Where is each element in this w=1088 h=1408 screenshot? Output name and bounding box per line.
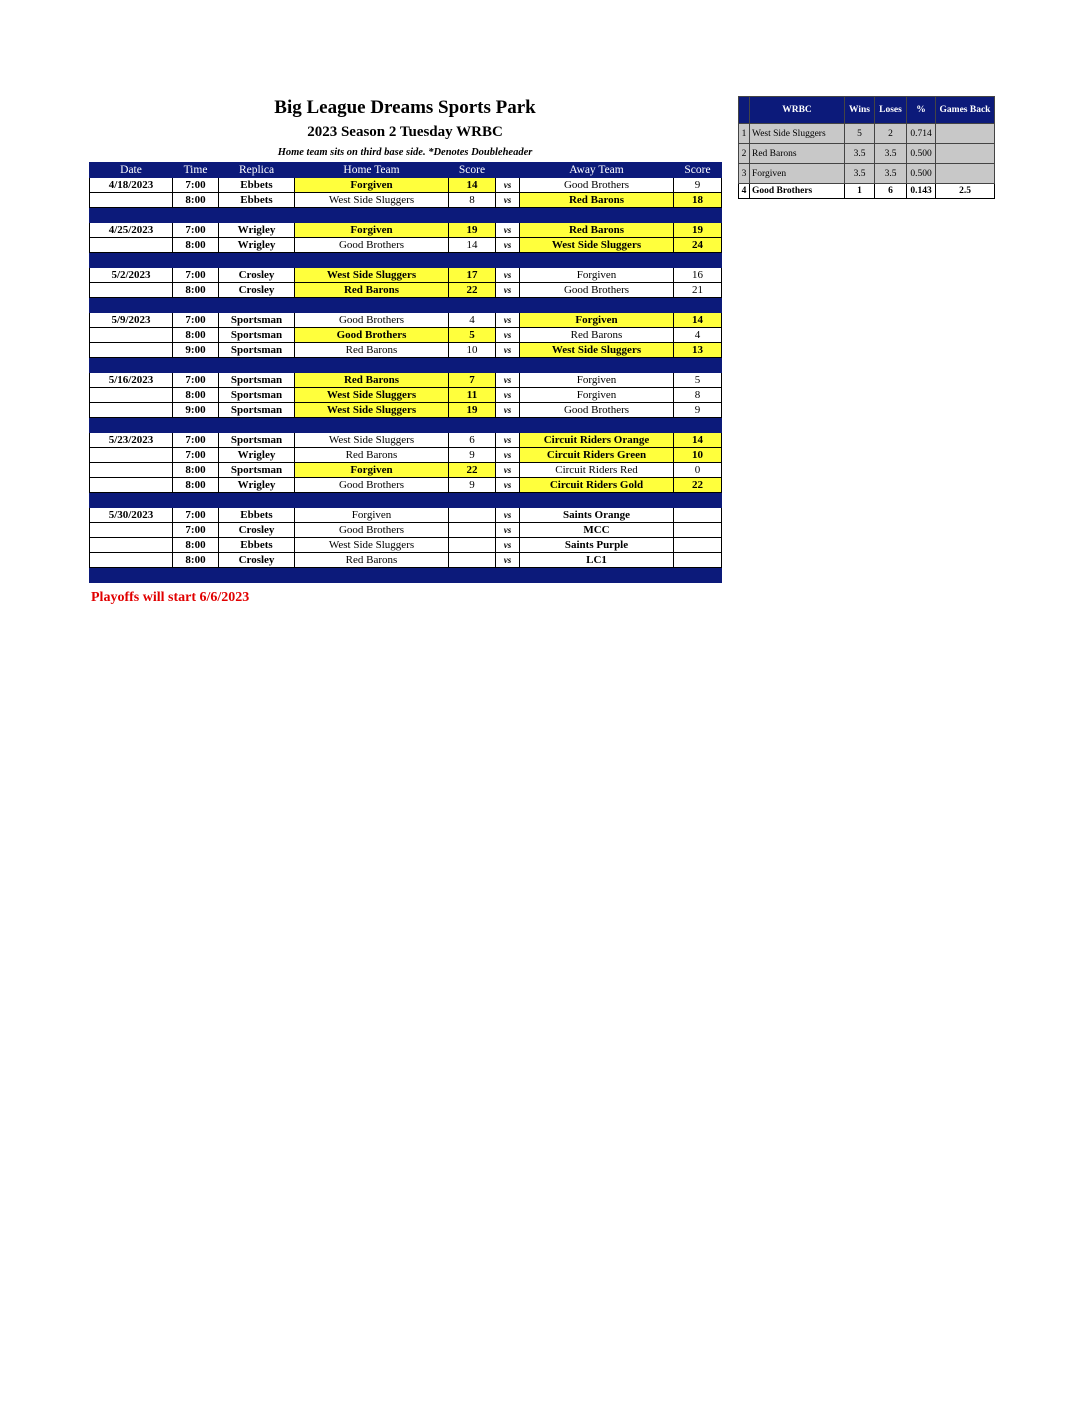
away-score: 5: [674, 373, 722, 388]
home-team: Good Brothers: [295, 238, 449, 253]
separator-cell: [674, 568, 722, 583]
schedule-game-row: [90, 508, 722, 523]
game-field: Ebbets: [219, 178, 295, 193]
separator-cell: [520, 493, 674, 508]
game-time: 7:00: [173, 223, 219, 238]
game-field: Ebbets: [219, 538, 295, 553]
separator-cell: [219, 208, 295, 223]
separator-cell: [90, 208, 173, 223]
schedule-game-row: [90, 223, 722, 238]
home-score: [449, 523, 496, 538]
home-score: 7: [449, 373, 496, 388]
home-team: Good Brothers: [295, 328, 449, 343]
away-score: 4: [674, 328, 722, 343]
vs-label: vs: [496, 283, 520, 298]
game-date: [90, 328, 173, 343]
vs-label: vs: [496, 313, 520, 328]
separator-cell: [90, 418, 173, 433]
game-field: Wrigley: [219, 238, 295, 253]
separator-cell: [173, 358, 219, 373]
away-team: Circuit Riders Gold: [520, 478, 674, 493]
standings-team: Forgiven: [750, 164, 845, 184]
game-date: [90, 343, 173, 358]
vs-label: vs: [496, 478, 520, 493]
standings-games-back: [936, 124, 995, 144]
home-score: 19: [449, 223, 496, 238]
game-date: [90, 448, 173, 463]
away-team: Red Barons: [520, 328, 674, 343]
home-score: 6: [449, 433, 496, 448]
schedule-game-row: [90, 313, 722, 328]
home-team: West Side Sluggers: [295, 403, 449, 418]
separator-cell: [520, 253, 674, 268]
separator-cell: [173, 253, 219, 268]
separator-cell: [295, 298, 449, 313]
away-score: 19: [674, 223, 722, 238]
game-time: 8:00: [173, 553, 219, 568]
game-field: Wrigley: [219, 223, 295, 238]
vs-label: vs: [496, 343, 520, 358]
away-score: 0: [674, 463, 722, 478]
vs-label: vs: [496, 223, 520, 238]
home-score: 14: [449, 238, 496, 253]
standings-league-header: WRBC: [750, 97, 845, 124]
away-team: Forgiven: [520, 313, 674, 328]
home-team: Red Barons: [295, 343, 449, 358]
standings-loses: 6: [875, 184, 907, 199]
game-date: [90, 403, 173, 418]
separator-cell: [449, 358, 496, 373]
away-team: Good Brothers: [520, 283, 674, 298]
schedule-game-row: [90, 178, 722, 193]
home-score: 22: [449, 283, 496, 298]
standings-pct-header: %: [907, 97, 936, 124]
schedule-game-row: [90, 388, 722, 403]
away-score: 8: [674, 388, 722, 403]
separator-cell: [449, 568, 496, 583]
separator-cell: [219, 418, 295, 433]
home-team: West Side Sluggers: [295, 193, 449, 208]
separator-cell: [674, 493, 722, 508]
separator-cell: [496, 568, 520, 583]
separator-cell: [219, 298, 295, 313]
home-score: 9: [449, 478, 496, 493]
game-field: Crosley: [219, 523, 295, 538]
separator-cell: [295, 418, 449, 433]
game-time: 7:00: [173, 268, 219, 283]
standings-pct: 0.500: [907, 144, 936, 164]
home-score: [449, 553, 496, 568]
vs-label: vs: [496, 508, 520, 523]
separator-cell: [90, 493, 173, 508]
standings-row: [739, 124, 995, 144]
col-home-score-header: Score: [449, 163, 496, 178]
separator-cell: [219, 253, 295, 268]
standings-wins: 3.5: [845, 144, 875, 164]
home-score: 14: [449, 178, 496, 193]
schedule-game-row: [90, 433, 722, 448]
schedule-separator-row: [90, 358, 722, 373]
game-date: [90, 478, 173, 493]
standings-rank: 2: [739, 144, 750, 164]
away-team: West Side Sluggers: [520, 343, 674, 358]
schedule-note: Home team sits on third base side. *Denotes Doubleheader: [277, 147, 533, 158]
standings-games-back: [936, 164, 995, 184]
game-field: Wrigley: [219, 448, 295, 463]
separator-cell: [496, 493, 520, 508]
away-score: 13: [674, 343, 722, 358]
home-score: 11: [449, 388, 496, 403]
game-time: 8:00: [173, 388, 219, 403]
game-field: Crosley: [219, 268, 295, 283]
game-field: Sportsman: [219, 463, 295, 478]
separator-cell: [295, 208, 449, 223]
game-date: [90, 553, 173, 568]
away-team: MCC: [520, 523, 674, 538]
away-score: 18: [674, 193, 722, 208]
standings-wins-header: Wins: [845, 97, 875, 124]
standings-rank: 4: [739, 184, 750, 199]
schedule-game-row: [90, 343, 722, 358]
separator-cell: [219, 493, 295, 508]
home-score: 10: [449, 343, 496, 358]
away-team: Circuit Riders Green: [520, 448, 674, 463]
home-score: 17: [449, 268, 496, 283]
game-date: [90, 523, 173, 538]
game-field: Ebbets: [219, 193, 295, 208]
standings-rank: 3: [739, 164, 750, 184]
game-field: Sportsman: [219, 403, 295, 418]
separator-cell: [496, 253, 520, 268]
game-field: Sportsman: [219, 433, 295, 448]
game-date: 5/30/2023: [90, 508, 173, 523]
away-score: [674, 523, 722, 538]
game-time: 8:00: [173, 328, 219, 343]
standings-games-back: [936, 144, 995, 164]
schedule-game-row: [90, 553, 722, 568]
separator-cell: [520, 298, 674, 313]
standings-games-back-header: Games Back: [936, 97, 995, 124]
game-field: Sportsman: [219, 388, 295, 403]
game-time: 7:00: [173, 373, 219, 388]
game-time: 7:00: [173, 523, 219, 538]
standings-wins: 5: [845, 124, 875, 144]
standings-wins: 1: [845, 184, 875, 199]
standings-team: West Side Sluggers: [750, 124, 845, 144]
game-date: 5/23/2023: [90, 433, 173, 448]
col-away-team-header: Away Team: [520, 163, 674, 178]
separator-cell: [449, 253, 496, 268]
away-team: Forgiven: [520, 388, 674, 403]
separator-cell: [520, 358, 674, 373]
standings-loses: 3.5: [875, 164, 907, 184]
schedule-table: [89, 162, 722, 583]
standings-pct: 0.143: [907, 184, 936, 199]
separator-cell: [520, 568, 674, 583]
away-score: 9: [674, 178, 722, 193]
away-score: 16: [674, 268, 722, 283]
home-team: Red Barons: [295, 553, 449, 568]
schedule-game-row: [90, 193, 722, 208]
home-score: [449, 508, 496, 523]
home-team: Forgiven: [295, 178, 449, 193]
game-time: 9:00: [173, 403, 219, 418]
away-score: 22: [674, 478, 722, 493]
playoffs-note: Playoffs will start 6/6/2023: [91, 590, 250, 605]
vs-label: vs: [496, 328, 520, 343]
home-score: [449, 538, 496, 553]
home-score: 9: [449, 448, 496, 463]
separator-cell: [219, 568, 295, 583]
page-subtitle: 2023 Season 2 Tuesday WRBC: [307, 124, 503, 140]
away-score: 14: [674, 433, 722, 448]
schedule-game-row: [90, 238, 722, 253]
schedule-game-row: [90, 328, 722, 343]
game-date: [90, 463, 173, 478]
game-time: 8:00: [173, 238, 219, 253]
separator-cell: [90, 358, 173, 373]
game-date: 5/16/2023: [90, 373, 173, 388]
away-team: Red Barons: [520, 223, 674, 238]
vs-label: vs: [496, 388, 520, 403]
game-time: 8:00: [173, 463, 219, 478]
game-time: 7:00: [173, 433, 219, 448]
separator-cell: [173, 418, 219, 433]
home-score: 22: [449, 463, 496, 478]
standings-rank-header: [739, 97, 750, 124]
schedule-game-row: [90, 463, 722, 478]
game-time: 9:00: [173, 343, 219, 358]
away-team: Circuit Riders Orange: [520, 433, 674, 448]
game-date: 4/25/2023: [90, 223, 173, 238]
game-date: 5/2/2023: [90, 268, 173, 283]
standings-body: [739, 124, 995, 199]
game-field: Sportsman: [219, 328, 295, 343]
schedule-separator-row: [90, 208, 722, 223]
away-team: Good Brothers: [520, 178, 674, 193]
separator-cell: [295, 253, 449, 268]
schedule-body: [90, 178, 722, 583]
standings-pct: 0.500: [907, 164, 936, 184]
schedule-game-row: [90, 448, 722, 463]
away-score: [674, 538, 722, 553]
home-team: West Side Sluggers: [295, 268, 449, 283]
standings-row: [739, 144, 995, 164]
game-date: [90, 538, 173, 553]
schedule-separator-row: [90, 298, 722, 313]
vs-label: vs: [496, 238, 520, 253]
separator-cell: [173, 568, 219, 583]
standings-row: [739, 184, 995, 199]
game-date: [90, 283, 173, 298]
home-score: 5: [449, 328, 496, 343]
col-date-header: Date: [90, 163, 173, 178]
game-date: 5/9/2023: [90, 313, 173, 328]
separator-cell: [449, 208, 496, 223]
schedule-game-row: [90, 538, 722, 553]
game-field: Sportsman: [219, 343, 295, 358]
game-field: Crosley: [219, 553, 295, 568]
home-score: 8: [449, 193, 496, 208]
game-time: 8:00: [173, 193, 219, 208]
vs-label: vs: [496, 553, 520, 568]
vs-label: vs: [496, 538, 520, 553]
away-score: 14: [674, 313, 722, 328]
standings-table: [738, 96, 995, 199]
game-time: 7:00: [173, 508, 219, 523]
separator-cell: [520, 418, 674, 433]
game-date: [90, 193, 173, 208]
standings-loses: 2: [875, 124, 907, 144]
vs-label: vs: [496, 448, 520, 463]
home-team: West Side Sluggers: [295, 538, 449, 553]
standings-wins: 3.5: [845, 164, 875, 184]
away-score: [674, 553, 722, 568]
home-team: Forgiven: [295, 508, 449, 523]
schedule-separator-row: [90, 253, 722, 268]
separator-cell: [520, 208, 674, 223]
away-team: Forgiven: [520, 268, 674, 283]
vs-label: vs: [496, 523, 520, 538]
separator-cell: [496, 418, 520, 433]
schedule-game-row: [90, 523, 722, 538]
game-time: 7:00: [173, 448, 219, 463]
separator-cell: [90, 298, 173, 313]
standings-rank: 1: [739, 124, 750, 144]
standings-row: [739, 164, 995, 184]
schedule-separator-row: [90, 568, 722, 583]
standings-loses: 3.5: [875, 144, 907, 164]
schedule-header-row: [90, 163, 722, 178]
game-field: Crosley: [219, 283, 295, 298]
game-date: 4/18/2023: [90, 178, 173, 193]
separator-cell: [295, 568, 449, 583]
vs-label: vs: [496, 178, 520, 193]
separator-cell: [90, 568, 173, 583]
home-team: Good Brothers: [295, 313, 449, 328]
schedule-game-row: [90, 283, 722, 298]
home-team: Forgiven: [295, 463, 449, 478]
col-vs-header: [496, 163, 520, 178]
away-team: Saints Orange: [520, 508, 674, 523]
standings-team: Good Brothers: [750, 184, 845, 199]
standings-pct: 0.714: [907, 124, 936, 144]
separator-cell: [496, 208, 520, 223]
separator-cell: [295, 358, 449, 373]
away-score: 21: [674, 283, 722, 298]
standings-games-back: 2.5: [936, 184, 995, 199]
game-field: Wrigley: [219, 478, 295, 493]
schedule-game-row: [90, 403, 722, 418]
away-team: West Side Sluggers: [520, 238, 674, 253]
page-title: Big League Dreams Sports Park: [274, 97, 536, 118]
standings-team: Red Barons: [750, 144, 845, 164]
separator-cell: [449, 493, 496, 508]
game-date: [90, 238, 173, 253]
vs-label: vs: [496, 403, 520, 418]
vs-label: vs: [496, 463, 520, 478]
schedule-separator-row: [90, 493, 722, 508]
away-team: Forgiven: [520, 373, 674, 388]
schedule-game-row: [90, 268, 722, 283]
col-away-score-header: Score: [674, 163, 722, 178]
away-score: 10: [674, 448, 722, 463]
away-team: Good Brothers: [520, 403, 674, 418]
separator-cell: [674, 298, 722, 313]
game-field: Sportsman: [219, 373, 295, 388]
schedule-separator-row: [90, 418, 722, 433]
standings-header-row: [739, 97, 995, 124]
game-field: Sportsman: [219, 313, 295, 328]
separator-cell: [674, 253, 722, 268]
home-team: Red Barons: [295, 283, 449, 298]
game-date: [90, 388, 173, 403]
separator-cell: [173, 493, 219, 508]
home-team: West Side Sluggers: [295, 433, 449, 448]
separator-cell: [90, 253, 173, 268]
home-score: 19: [449, 403, 496, 418]
game-time: 8:00: [173, 538, 219, 553]
home-team: Good Brothers: [295, 523, 449, 538]
separator-cell: [449, 418, 496, 433]
vs-label: vs: [496, 433, 520, 448]
separator-cell: [295, 493, 449, 508]
game-time: 7:00: [173, 313, 219, 328]
separator-cell: [674, 358, 722, 373]
away-score: [674, 508, 722, 523]
home-team: Red Barons: [295, 373, 449, 388]
away-team: Circuit Riders Red: [520, 463, 674, 478]
separator-cell: [173, 208, 219, 223]
home-team: West Side Sluggers: [295, 388, 449, 403]
game-time: 7:00: [173, 178, 219, 193]
col-time-header: Time: [173, 163, 219, 178]
vs-label: vs: [496, 268, 520, 283]
schedule-game-row: [90, 373, 722, 388]
standings-loses-header: Loses: [875, 97, 907, 124]
home-team: Red Barons: [295, 448, 449, 463]
away-team: Saints Purple: [520, 538, 674, 553]
game-time: 8:00: [173, 283, 219, 298]
separator-cell: [496, 298, 520, 313]
separator-cell: [674, 208, 722, 223]
away-score: 24: [674, 238, 722, 253]
home-score: 4: [449, 313, 496, 328]
separator-cell: [173, 298, 219, 313]
game-field: Ebbets: [219, 508, 295, 523]
away-score: 9: [674, 403, 722, 418]
vs-label: vs: [496, 193, 520, 208]
home-team: Forgiven: [295, 223, 449, 238]
separator-cell: [496, 358, 520, 373]
separator-cell: [449, 298, 496, 313]
separator-cell: [674, 418, 722, 433]
game-time: 8:00: [173, 478, 219, 493]
vs-label: vs: [496, 373, 520, 388]
home-team: Good Brothers: [295, 478, 449, 493]
col-replica-header: Replica: [219, 163, 295, 178]
schedule-game-row: [90, 478, 722, 493]
separator-cell: [219, 358, 295, 373]
away-team: LC1: [520, 553, 674, 568]
col-home-team-header: Home Team: [295, 163, 449, 178]
away-team: Red Barons: [520, 193, 674, 208]
